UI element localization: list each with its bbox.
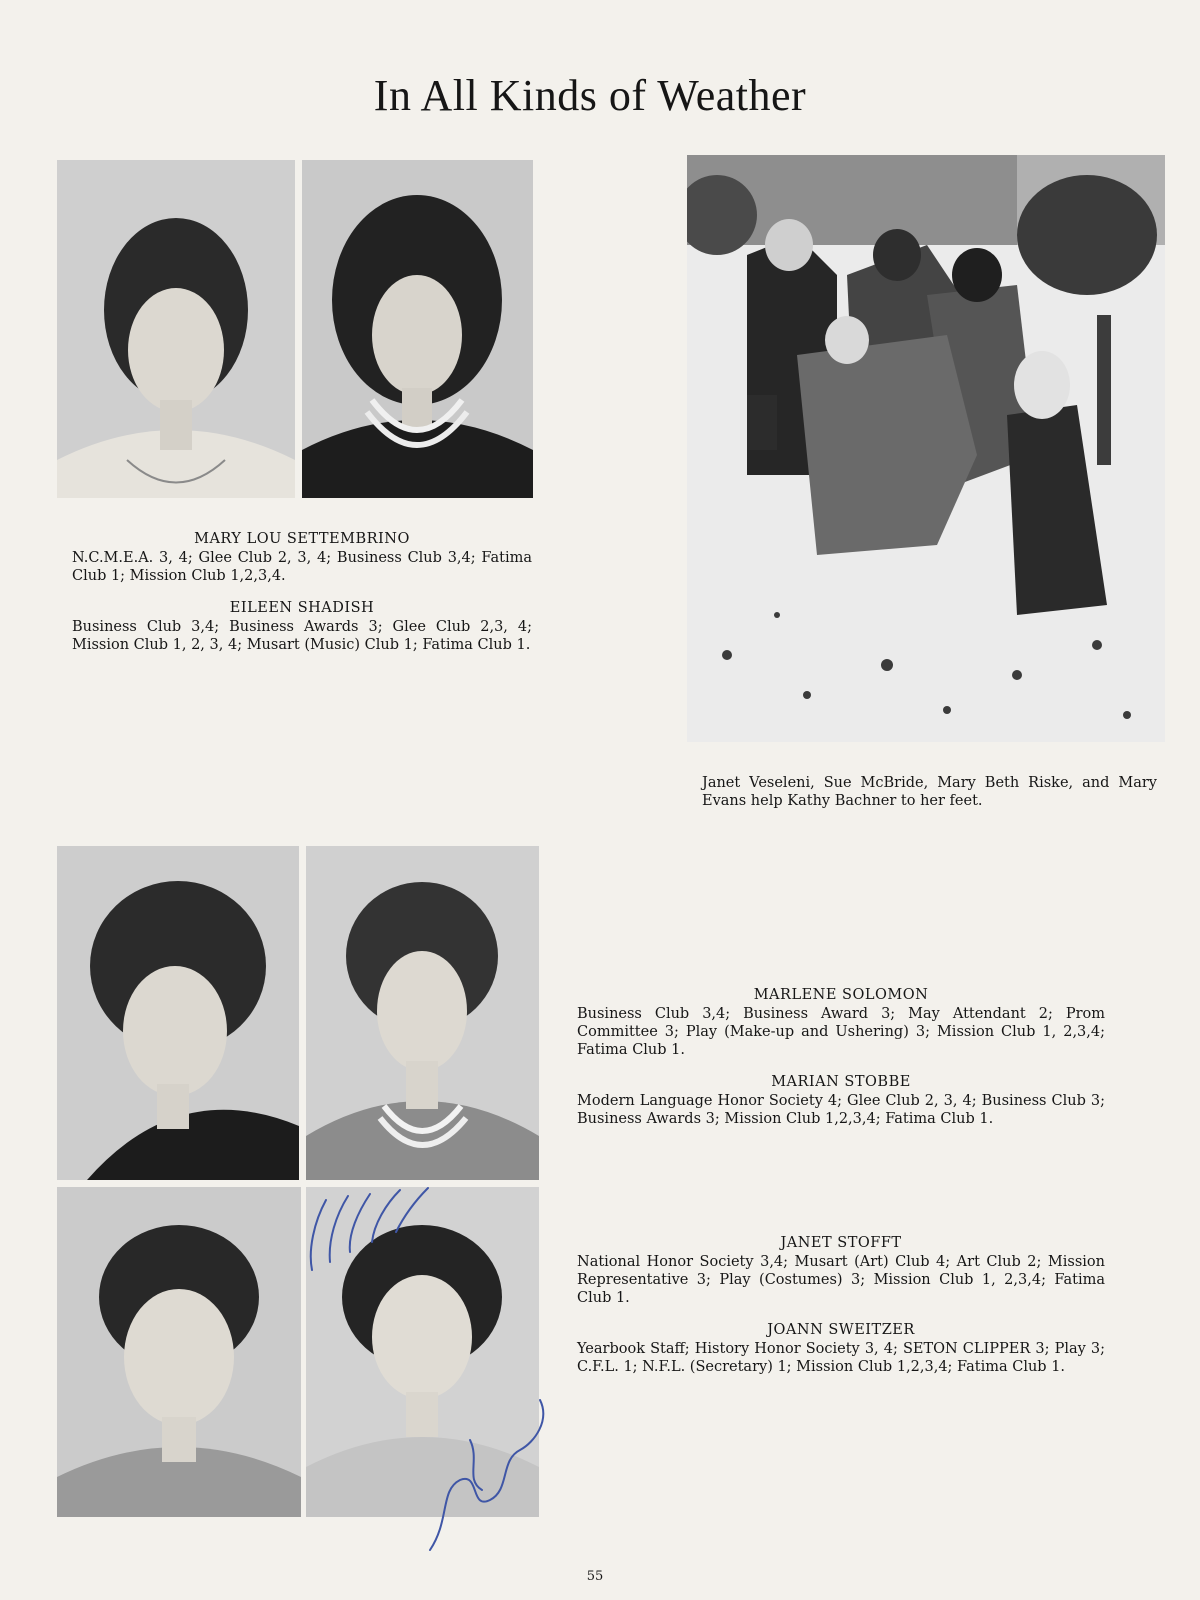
portrait-joann-sweitzer [306,1187,539,1517]
snow-caption-text: Janet Veseleni, Sue McBride, Mary Beth Riske, and Mary Evans help Kathy Bachner to her feet. [702,775,1157,809]
portrait-janet-stofft [57,1187,301,1517]
page-title: In All Kinds of Weather [373,71,807,120]
portrait-marlene-solomon [57,846,299,1180]
student-activities: National Honor Society 3,4; Musart (Art) Club 4; Art Club 2; Mission Representative 3; Play (Costumes) 3; Mission Club 1, 2,3,4; Fatima Club 1. [577,1254,1105,1306]
portrait-eileen-shadish [302,160,533,498]
student-name: EILEEN SHADISH [229,600,375,616]
caption-block-bottom [577,1234,1105,1376]
student-activities: Yearbook Staff; History Honor Society 3, 4; SETON CLIPPER 3; Play 3; C.F.L. 1; N.F.L. (Secretary) 1; Mission Club 1,2,3,4; Fatima Club 1. [577,1341,1105,1375]
student-activities: N.C.M.E.A. 3, 4; Glee Club 2, 3, 4; Business Club 3,4; Fatima Club 1; Mission Club 1,2,3,4. [72,550,532,584]
student-name: JANET STOFFT [780,1235,902,1251]
caption-block-middle [577,986,1105,1128]
student-name: JOANN SWEITZER [767,1322,915,1338]
snow-photo-caption [702,774,1157,810]
caption-block-top [72,530,532,654]
portrait-mary-lou-settembrino [57,160,295,498]
student-activities: Business Club 3,4; Business Award 3; May Attendant 2; Prom Committee 3; Play (Make-up and Ushering) 3; Mission Club 1, 2,3,4; Fatima Club 1. [577,1006,1105,1058]
student-name: MARIAN STOBBE [771,1074,911,1090]
portrait-marian-stobbe [306,846,539,1180]
student-name: MARLENE SOLOMON [753,987,929,1003]
page-number: 55 [586,1569,604,1584]
snow-group-photo [687,155,1165,742]
student-activities: Modern Language Honor Society 4; Glee Club 2, 3, 4; Business Club 3; Business Awards 3; Mission Club 1,2,3,4; Fatima Club 1. [577,1093,1105,1127]
student-name: MARY LOU SETTEMBRINO [194,531,410,547]
student-activities: Business Club 3,4; Business Awards 3; Glee Club 2,3, 4; Mission Club 1, 2, 3, 4; Musart (Music) Club 1; Fatima Club 1. [72,619,532,653]
